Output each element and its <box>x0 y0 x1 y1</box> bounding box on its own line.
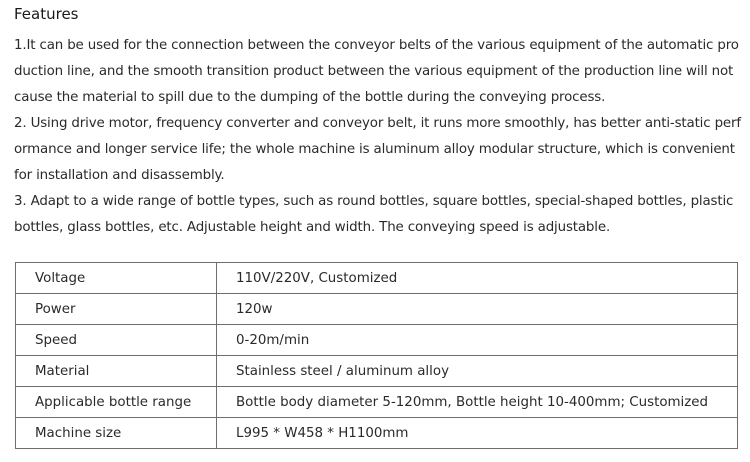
spec-value-voltage: 110V/220V, Customized <box>217 263 738 294</box>
spec-value-machine-size: L995 * W458 * H1100mm <box>217 418 738 449</box>
spec-value-power: 120w <box>217 294 738 325</box>
feature-paragraph-3: 3. Adapt to a wide range of bottle types, such as round bottles, square bottles, special-shaped bottles, plastic bottles, glass bottles, etc. Adjustable height and width. The conveying speed is adjustable. <box>14 194 734 235</box>
table-row <box>16 325 738 356</box>
spec-label-material: Material <box>16 356 217 387</box>
table-row <box>16 418 738 449</box>
feature-paragraph-1: 1.It can be used for the connection between the conveyor belts of the various equipment of the automatic production line, and the smooth transition product between the various equipment of the production line will not cause the material to spill due to the dumping of the bottle during the conveying process. <box>14 38 739 105</box>
spec-label-bottle-range: Applicable bottle range <box>16 387 217 418</box>
spec-label-voltage: Voltage <box>16 263 217 294</box>
table-row <box>16 294 738 325</box>
table-row <box>16 387 738 418</box>
spec-value-material: Stainless steel / aluminum alloy <box>217 356 738 387</box>
specifications-table <box>15 262 738 449</box>
spec-label-power: Power <box>16 294 217 325</box>
table-row <box>16 263 738 294</box>
features-heading: Features <box>14 5 79 23</box>
spec-label-machine-size: Machine size <box>16 418 217 449</box>
feature-paragraph-2: 2. Using drive motor, frequency converter and conveyor belt, it runs more smoothly, has better anti-static performance and longer service life; the whole machine is aluminum alloy modular structure, which is convenient for installation and disassembly. <box>14 116 741 183</box>
spec-value-speed: 0-20m/min <box>217 325 738 356</box>
spec-label-speed: Speed <box>16 325 217 356</box>
spec-value-bottle-range: Bottle body diameter 5-120mm, Bottle height 10-400mm; Customized <box>217 387 738 418</box>
table-row <box>16 356 738 387</box>
